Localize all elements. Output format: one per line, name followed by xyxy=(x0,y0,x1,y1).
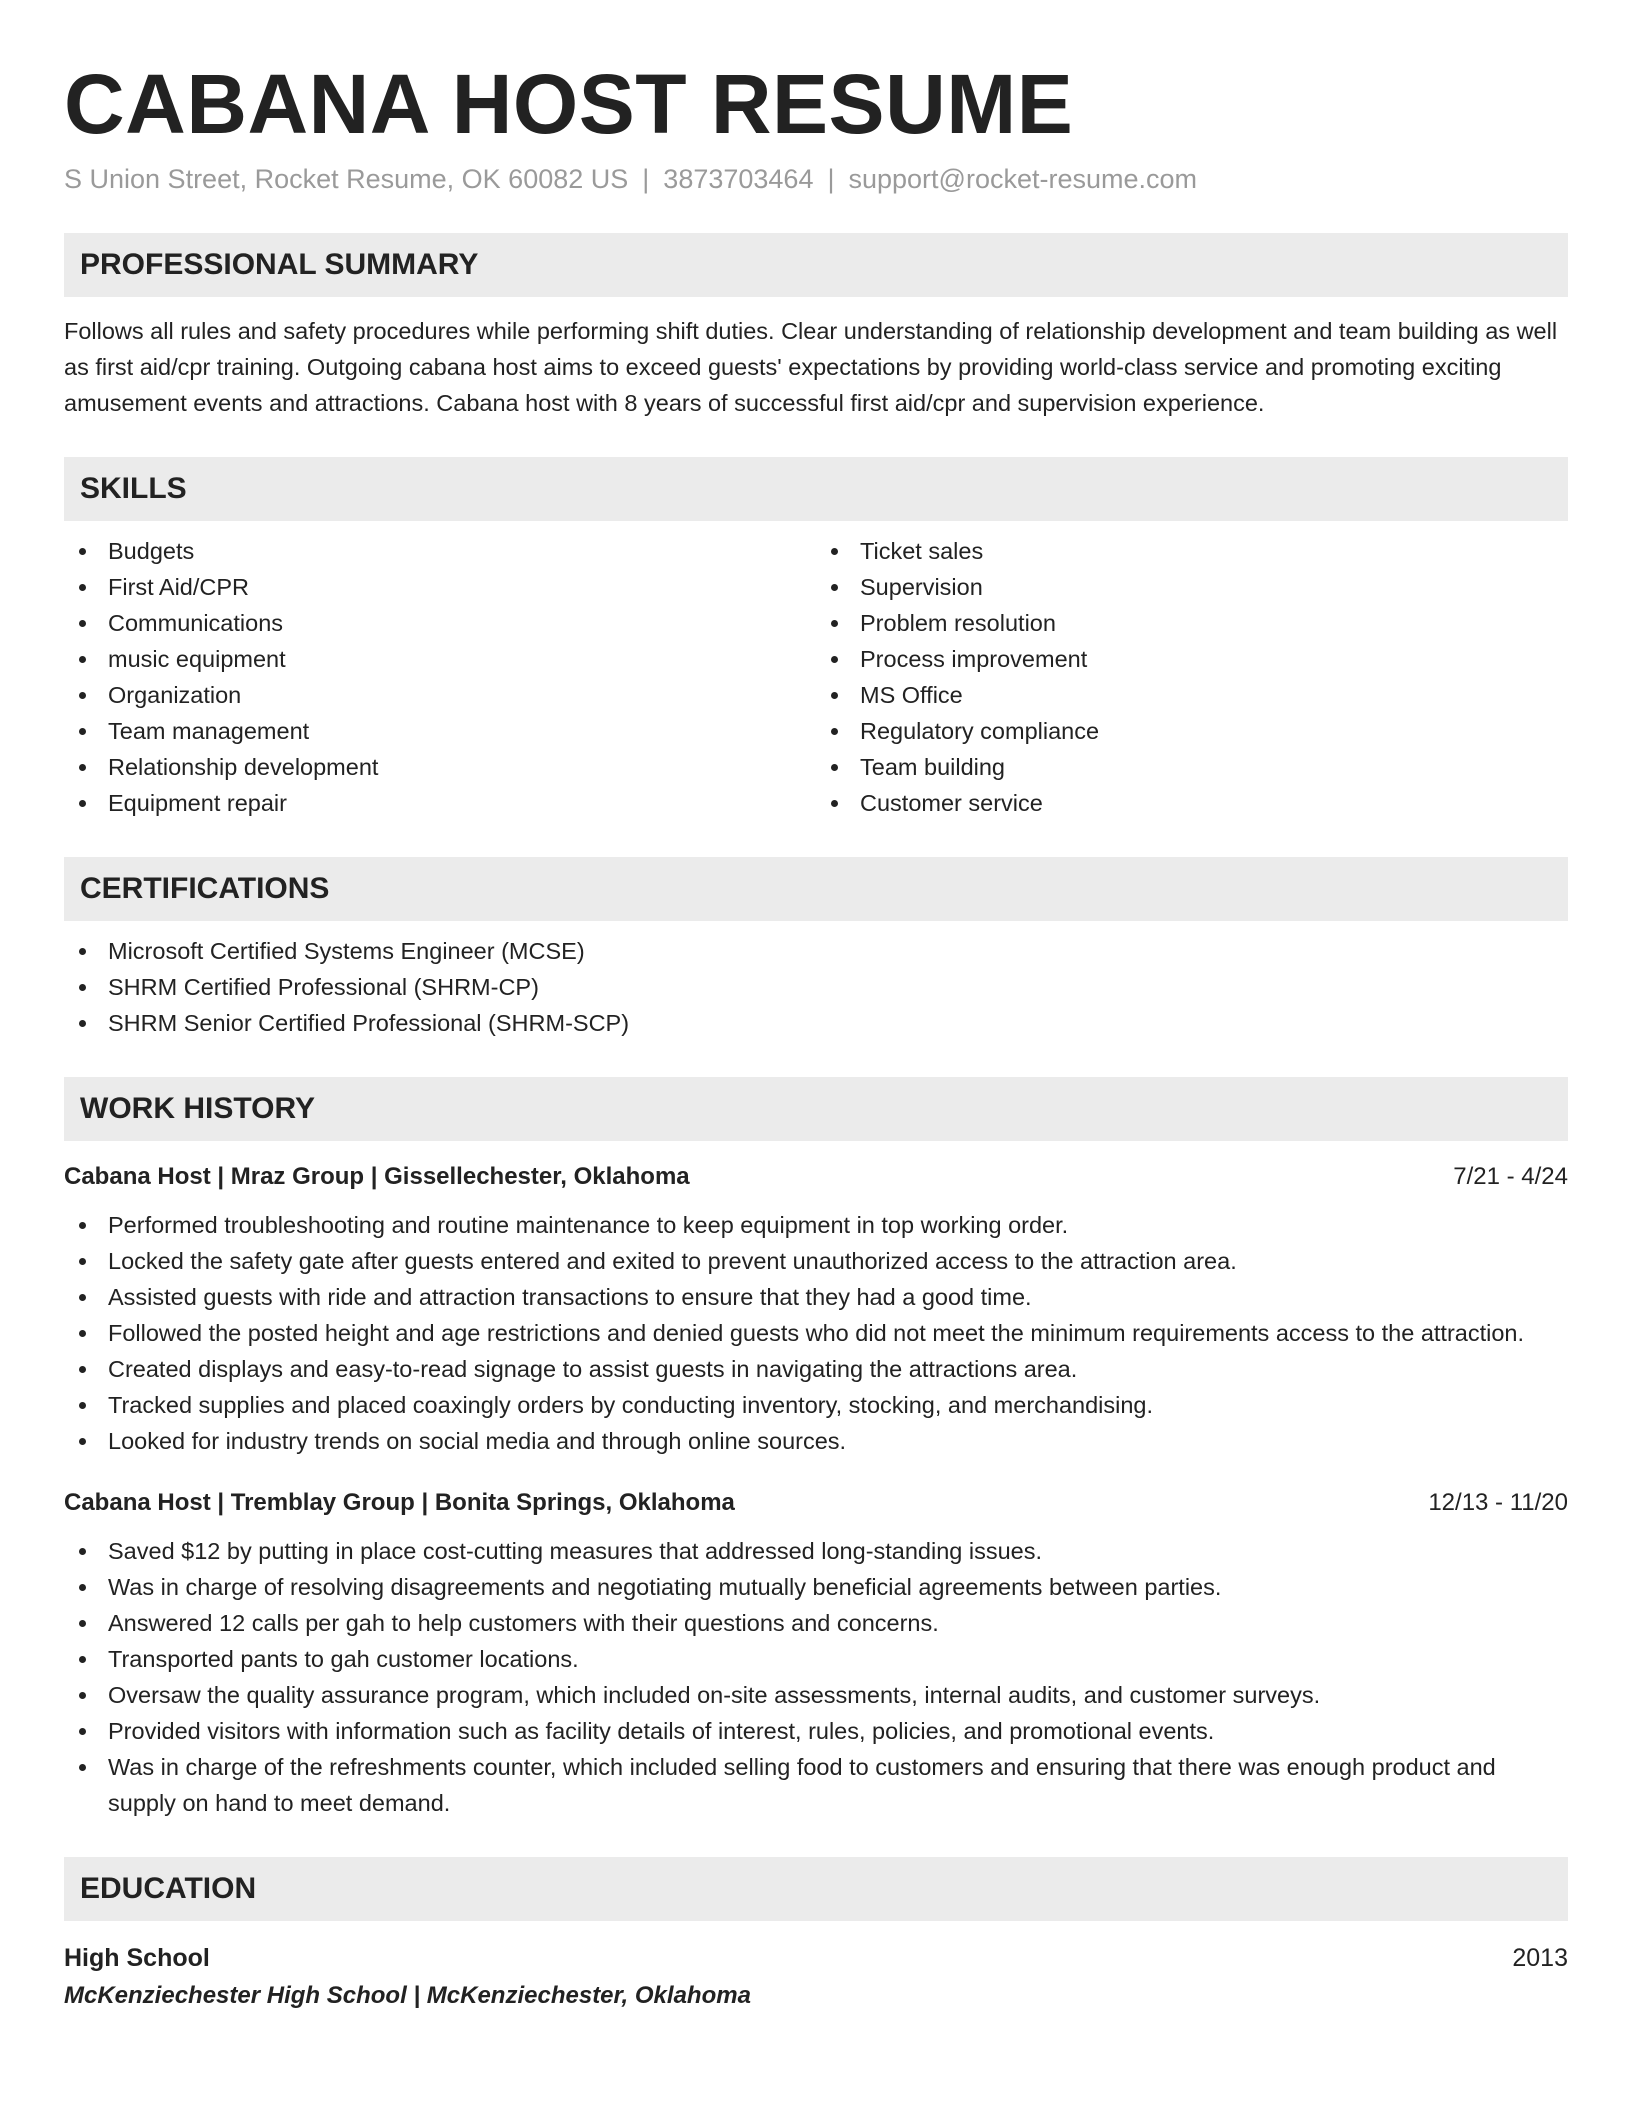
job-duty: Saved $12 by putting in place cost-cutting measures that addressed long-standing issues. xyxy=(64,1533,1568,1569)
job-title: Cabana Host | Tremblay Group | Bonita Springs, Oklahoma xyxy=(64,1489,735,1517)
job-duties-list xyxy=(64,1207,1568,1459)
job-duty: Assisted guests with ride and attraction transactions to ensure that they had a good time. xyxy=(64,1279,1568,1315)
certification-item: Microsoft Certified Systems Engineer (MCSE) xyxy=(64,933,1568,969)
skills-list-left xyxy=(64,533,816,821)
job-duty: Locked the safety gate after guests entered and exited to prevent unauthorized access to the attraction area. xyxy=(64,1243,1568,1279)
education-degree: High School xyxy=(64,1944,210,1973)
skill-item: Customer service xyxy=(816,785,1568,821)
job-duty: Was in charge of the refreshments counter, which included selling food to customers and ensuring that there was enough product and supply on hand to meet demand. xyxy=(64,1749,1568,1821)
skill-item: Team management xyxy=(64,713,816,749)
job-duties-list xyxy=(64,1533,1568,1821)
job-duty: Looked for industry trends on social media and through online sources. xyxy=(64,1423,1568,1459)
skills-columns xyxy=(64,533,1568,821)
section-header-work-history: WORK HISTORY xyxy=(64,1077,1568,1141)
certification-item: SHRM Senior Certified Professional (SHRM-SCP) xyxy=(64,1005,1568,1041)
contact-phone: 3873703464 xyxy=(663,164,814,195)
job-entry xyxy=(64,1485,1568,1821)
skill-item: First Aid/CPR xyxy=(64,569,816,605)
skill-item: Communications xyxy=(64,605,816,641)
job-duty: Followed the posted height and age restrictions and denied guests who did not meet the minimum requirements access to the attraction. xyxy=(64,1315,1568,1351)
skill-item: MS Office xyxy=(816,677,1568,713)
education-year: 2013 xyxy=(1512,1944,1568,1973)
skills-list-right xyxy=(816,533,1568,821)
job-entry xyxy=(64,1159,1568,1459)
job-header xyxy=(64,1485,1568,1521)
skill-item: Supervision xyxy=(816,569,1568,605)
contact-email: support@rocket-resume.com xyxy=(848,164,1198,195)
job-dates: 7/21 - 4/24 xyxy=(1453,1163,1568,1191)
job-duty: Created displays and easy-to-read signage to assist guests in navigating the attractions area. xyxy=(64,1351,1568,1387)
summary-text: Follows all rules and safety procedures while performing shift duties. Clear understanding of relationship development and team building as well as first aid/cpr training. Outgoing cabana host aims to exceed guests' expectations by providing world-class service and promoting exciting amusement events and attractions. Cabana host with 8 years of successful first aid/cpr and supervision experience. xyxy=(64,318,1558,417)
job-duty: Performed troubleshooting and routine maintenance to keep equipment in top working order. xyxy=(64,1207,1568,1243)
job-duty: Provided visitors with information such as facility details of interest, rules, policies, and promotional events. xyxy=(64,1713,1568,1749)
job-duty: Transported pants to gah customer locations. xyxy=(64,1641,1568,1677)
skill-item: Ticket sales xyxy=(816,533,1568,569)
skill-item: Budgets xyxy=(64,533,816,569)
job-title: Cabana Host | Mraz Group | Gissellechester, Oklahoma xyxy=(64,1163,690,1191)
skill-item: Equipment repair xyxy=(64,785,816,821)
section-header-education: EDUCATION xyxy=(64,1857,1568,1921)
section-header-summary: PROFESSIONAL SUMMARY xyxy=(64,233,1568,297)
job-dates: 12/13 - 11/20 xyxy=(1428,1489,1568,1517)
job-duty: Answered 12 calls per gah to help customers with their questions and concerns. xyxy=(64,1605,1568,1641)
skill-item: Regulatory compliance xyxy=(816,713,1568,749)
job-header xyxy=(64,1159,1568,1195)
job-duty: Oversaw the quality assurance program, which included on-site assessments, internal audits, and customer surveys. xyxy=(64,1677,1568,1713)
education-header xyxy=(64,1939,1568,1977)
skill-item: music equipment xyxy=(64,641,816,677)
section-header-certifications: CERTIFICATIONS xyxy=(64,857,1568,921)
job-duty: Tracked supplies and placed coaxingly orders by conducting inventory, stocking, and merchandising. xyxy=(64,1387,1568,1423)
skill-item: Relationship development xyxy=(64,749,816,785)
certifications-list xyxy=(64,933,1568,1041)
skill-item: Process improvement xyxy=(816,641,1568,677)
contact-line xyxy=(64,162,1568,197)
contact-separator: | xyxy=(827,164,835,195)
skill-item: Problem resolution xyxy=(816,605,1568,641)
skill-item: Organization xyxy=(64,677,816,713)
job-duty: Was in charge of resolving disagreements and negotiating mutually beneficial agreements between parties. xyxy=(64,1569,1568,1605)
education-school: McKenziechester High School | McKenziechester, Oklahoma xyxy=(64,1982,751,2010)
skill-item: Team building xyxy=(816,749,1568,785)
section-header-skills: SKILLS xyxy=(64,457,1568,521)
contact-address: S Union Street, Rocket Resume, OK 60082 US xyxy=(64,164,629,195)
resume-title: CABANA HOST RESUME xyxy=(64,57,1074,151)
certification-item: SHRM Certified Professional (SHRM-CP) xyxy=(64,969,1568,1005)
contact-separator: | xyxy=(642,164,650,195)
